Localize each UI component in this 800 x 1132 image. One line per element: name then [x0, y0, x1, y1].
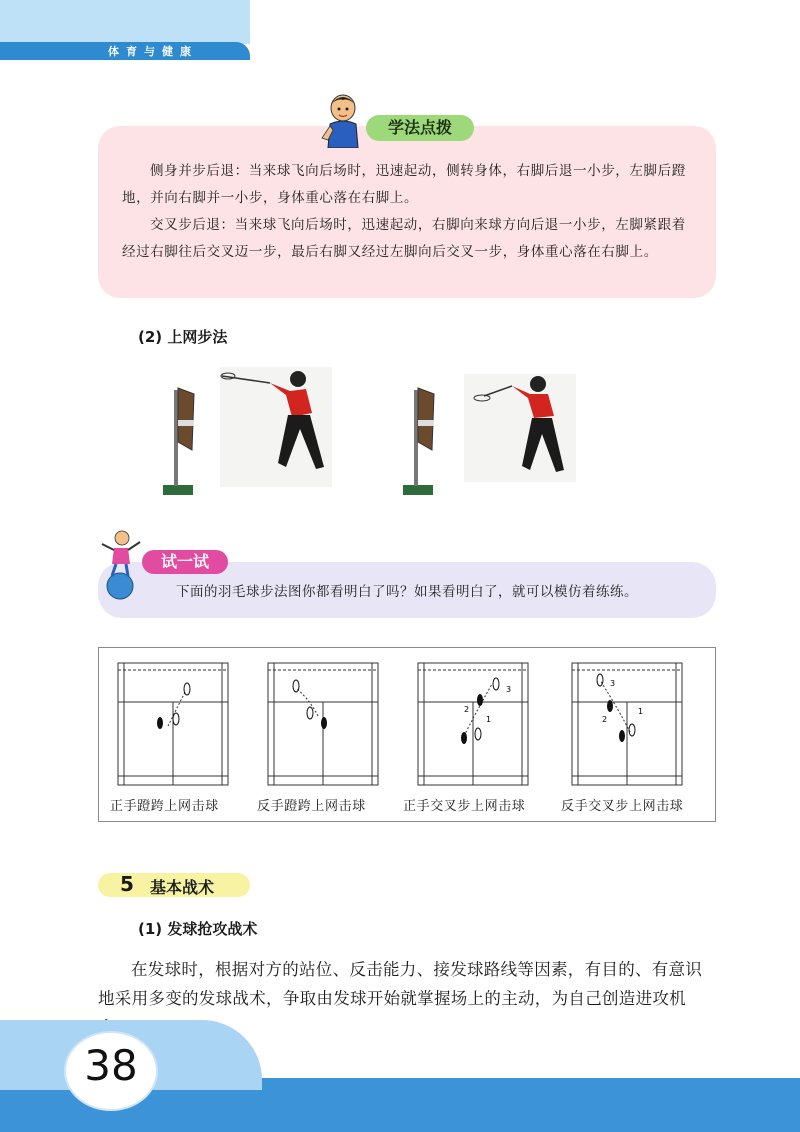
step-label-1: 1 — [486, 715, 492, 724]
tips-title: 学法点拨 — [366, 115, 474, 141]
net-post-photo-1 — [158, 380, 208, 498]
step-label-2: 2 — [464, 705, 470, 714]
try-title: 试一试 — [142, 550, 228, 574]
diagram-caption-1: 正手蹬跨上网击球 — [110, 799, 219, 814]
diagram-caption-3: 正手交叉步上网击球 — [403, 799, 526, 814]
net-post-photo-2 — [398, 380, 448, 498]
diagram-backhand-lunge — [262, 660, 386, 788]
ball-kid-illustration — [98, 526, 142, 600]
step-label-3: 3 — [610, 679, 616, 688]
tips-paragraph-2: 交叉步后退：当来球飞向后场时，迅速起动，右脚向来球方向后退一小步，左脚紧跟着经过右脚往后交叉迈一步，最后右脚又经过左脚向后交叉一步，身体重心落在右脚上。 — [122, 217, 686, 260]
diagram-backhand-crossover — [566, 656, 690, 788]
header-tab — [0, 0, 250, 44]
section-5-number: 5 — [120, 872, 134, 896]
boy-mascot-illustration — [318, 92, 368, 148]
page-number: 38 — [84, 1041, 138, 1090]
tips-paragraph-1: 侧身并步后退：当来球飞向后场时，迅速起动，侧转身体，右脚后退一小步，左脚后蹬地，并向右脚并一小步，身体重心落在右脚上。 — [122, 163, 686, 206]
section-2-heading: (2) 上网步法 — [138, 328, 228, 346]
step-label-2: 2 — [602, 715, 608, 724]
player-photo-1 — [220, 367, 332, 487]
diagram-caption-4: 反手交叉步上网击球 — [561, 799, 684, 814]
player-photo-2 — [464, 374, 576, 482]
diagram-caption-2: 反手蹬跨上网击球 — [257, 799, 366, 814]
section-5-paragraph: 在发球时，根据对方的站位、反击能力、接发球路线等因素，有目的、有意识地采用多变的发球战术，争取由发球开始就掌握场上的主动，为自己创造进攻机 — [98, 960, 703, 1008]
step-label-3: 3 — [506, 685, 512, 694]
try-text: 下面的羽毛球步法图你都看明白了吗？如果看明白了，就可以模仿着练练。 — [176, 584, 638, 600]
section-5-subheading: (1) 发球抢攻战术 — [138, 920, 258, 938]
section-5-title: 基本战术 — [150, 878, 215, 897]
diagram-forehand-crossover — [412, 656, 536, 788]
book-title: 体育与健康 — [108, 45, 198, 58]
step-label-1: 1 — [638, 707, 644, 716]
diagram-forehand-lunge — [112, 660, 236, 788]
